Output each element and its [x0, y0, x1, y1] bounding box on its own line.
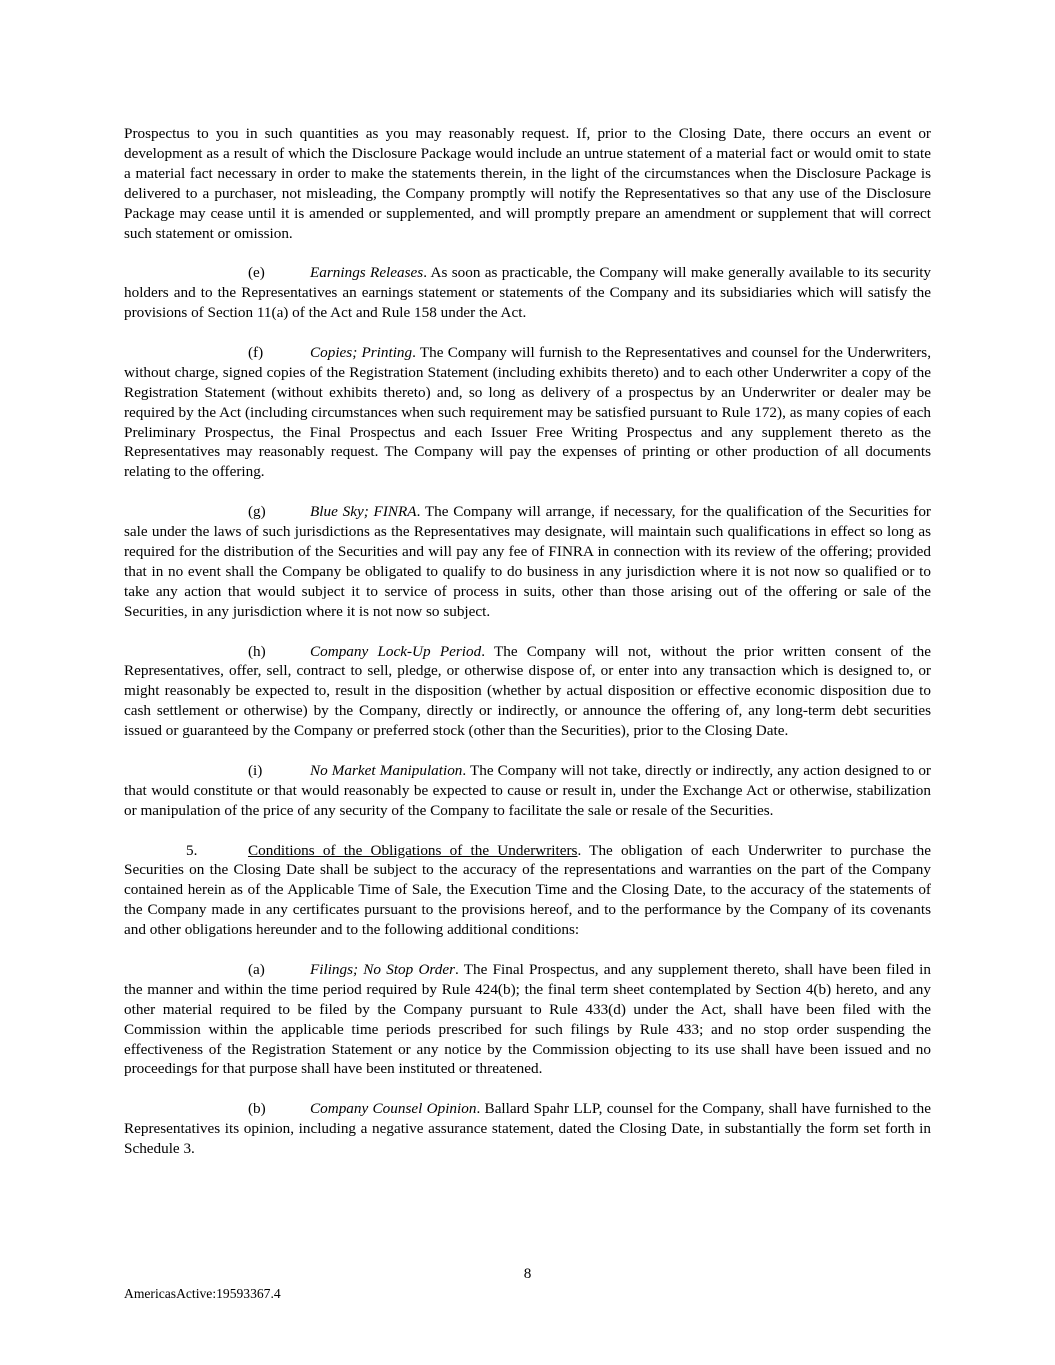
item-text: . The Final Prospectus, and any supplement thereto, shall have been filed in the manner and within the time period required by Rule 424(b); the final term sheet contemplated by Section 4(b) hereto, and any other material required to be filed by the Company pursuant to Rule 433(d) under the Act, shall have been filed with the Commission within the applicable time periods prescribed for such filings by Rule 433; and no stop order suspending the effectiveness of the Registration Statement or any notice by the Commission objecting to its use shall have been issued and no proceedings for that purpose shall have been instituted or threatened.	[124, 960, 931, 1078]
item-heading: Blue Sky; FINRA	[310, 503, 417, 521]
section-text: . The obligation of each Underwriter to purchase the Securities on the Closing Date shall be subject to the accuracy of the representations and warranties on the part of the Company contained herein as of the Applicable Time of Sale, the Execution Time and the Closing Date, to the accuracy of the statements of the Company made in any certificates pursuant to the provisions hereof, and to the performance by the Company of its covenants and other obligations hereunder and to the following additional conditions:	[124, 841, 931, 939]
item-label: (h)	[248, 642, 266, 660]
section-number: 5.	[186, 841, 198, 859]
item-heading: Copies; Printing	[310, 343, 413, 361]
item-text: . The Company will arrange, if necessary, for the qualification of the Securities for sale under the laws of such jurisdictions as the Representatives may designate, will maintain such qualifications in effect so long as required for the distribution of the Securities and will pay any fee of FINRA in connection with its review of the offering; provided that in no event shall the Company be obligated to qualify to do business in any jurisdiction where it is not now so qualified or to take any action that would subject it to service of process in suits, other than those arising out of the offering or sale of the Securities, in any jurisdiction where it is not now so subject.	[124, 503, 931, 620]
item-heading: Earnings Releases	[310, 264, 424, 282]
document-id: AmericasActive:19593367.4	[124, 1286, 281, 1301]
item-label: (f)	[248, 343, 264, 361]
paragraph-f	[124, 343, 931, 482]
item-text: . The Company will not, without the prior written consent of the Representatives, offer, sell, contract to sell, pledge, or otherwise dispose of, or enter into any transaction which is designed to, or might reasonably be expected to, result in the disposition (whether by actual disposition or effective economic disposition due to cash settlement or otherwise) by the Company, directly or indirectly, or announce the offering of, any long-term debt securities issued or guaranteed by the Company or preferred stock (other than the Securities), prior to the Closing Date.	[124, 642, 931, 740]
document-body	[124, 124, 931, 1179]
item-label: (i)	[248, 761, 263, 779]
paragraph-e	[124, 263, 931, 323]
item-heading: Filings; No Stop Order	[310, 960, 456, 978]
item-heading: Company Counsel Opinion	[310, 1100, 477, 1118]
item-label: (e)	[248, 264, 265, 282]
item-text: . As soon as practicable, the Company will make generally available to its security holders and to the Representatives an earnings statement or statements of the Company and its subsidiaries which will satisfy the provisions of Section 11(a) of the Act and Rule 158 under the Act.	[124, 264, 932, 322]
item-text: . The Company will furnish to the Representatives and counsel for the Underwriters, without charge, signed copies of the Registration Statement (including exhibits thereto) and to each other Underwriter a copy of the Registration Statement (without exhibits thereto) and, so long as delivery of a prospectus by an Underwriter or dealer may be required by the Act (including circumstances when such requirement may be satisfied pursuant to Rule 172), as many copies of each Preliminary Prospectus, the Final Prospectus and each Issuer Free Writing Prospectus and any supplement thereto as the Representatives may reasonably request. The Company will pay the expenses of printing or other production of all documents relating to the offering.	[124, 343, 931, 481]
item-heading: No Market Manipulation	[310, 761, 463, 779]
section-5	[124, 841, 931, 941]
item-label: (a)	[248, 960, 265, 978]
item-heading: Company Lock-Up Period	[310, 642, 482, 660]
item-label: (b)	[248, 1100, 266, 1118]
paragraph-i	[124, 761, 931, 821]
section-heading: Conditions of the Obligations of the Underwriters	[248, 841, 578, 859]
paragraph-b	[124, 1099, 931, 1159]
item-label: (g)	[248, 503, 266, 521]
page-number: 8	[523, 1265, 532, 1282]
item-text: . Ballard Spahr LLP, counsel for the Company, shall have furnished to the Representatives its opinion, including a negative assurance statement, dated the Closing Date, in substantially the form set forth in Schedule 3.	[124, 1100, 932, 1158]
paragraph-a	[124, 960, 931, 1079]
paragraph-g	[124, 502, 931, 621]
item-text: . The Company will not take, directly or indirectly, any action designed to or that would constitute or that would reasonably be expected to cause or result in, under the Exchange Act or otherwise, stabilization or manipulation of the price of any security of the Company to facilitate the sale or resale of the Securities.	[124, 761, 931, 819]
continuation-paragraph: Prospectus to you in such quantities as you may reasonably request. If, prior to the Closing Date, there occurs an event or development as a result of which the Disclosure Package would include an untrue statement of a material fact or would omit to state a material fact necessary in order to make the statements therein, in the light of the circumstances when the Disclosure Package is delivered to a purchaser, not misleading, the Company promptly will notify the Representatives so that any use of the Disclosure Package may cease until it is amended or supplemented, and will promptly prepare an amendment or supplement that will correct such statement or omission.	[124, 125, 931, 242]
paragraph-h	[124, 642, 931, 742]
